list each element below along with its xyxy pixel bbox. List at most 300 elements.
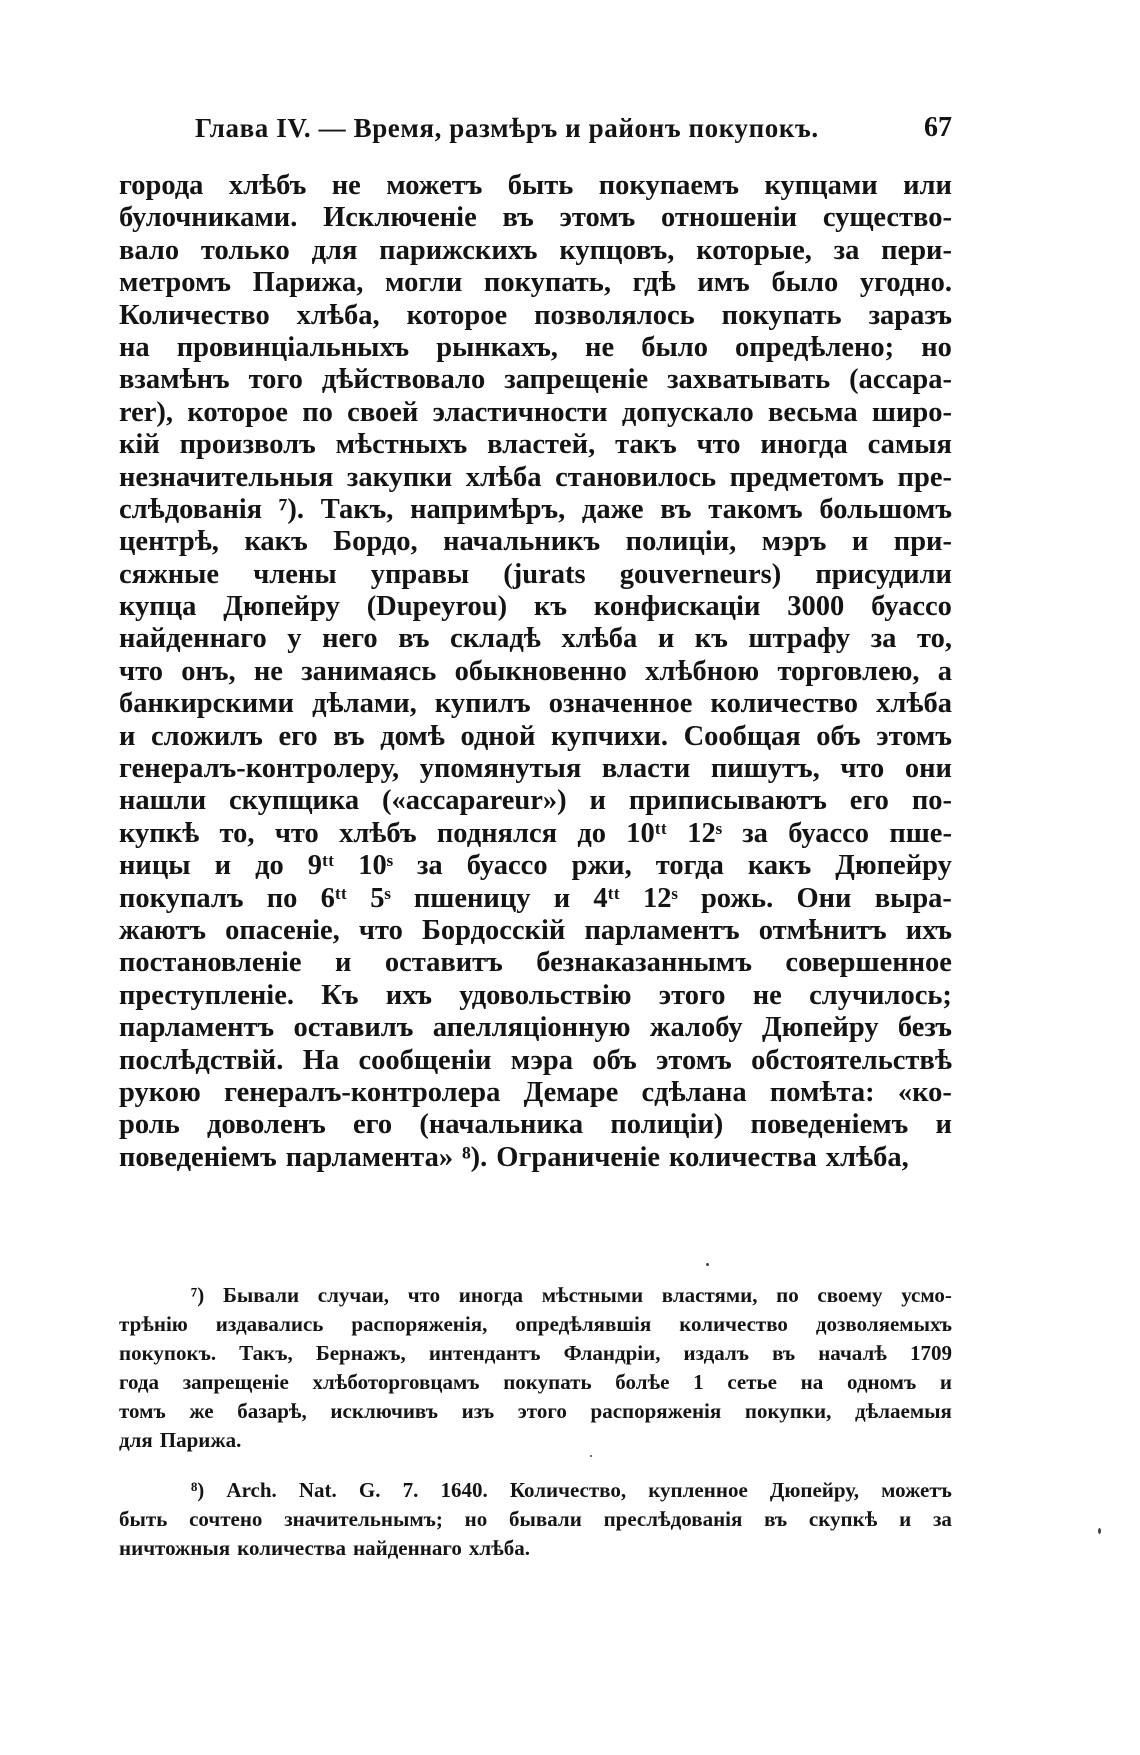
- word: этого: [658, 979, 726, 1011]
- word: такомъ: [708, 493, 803, 525]
- text-line: [119, 850, 952, 882]
- word: такъ: [615, 429, 677, 461]
- text-line: [119, 1077, 952, 1109]
- word: приписываютъ: [628, 785, 827, 817]
- word: не: [331, 170, 361, 201]
- word: трѣнію: [119, 1312, 188, 1336]
- word: угодно.: [859, 267, 952, 299]
- word: на: [119, 331, 150, 363]
- word: случилось;: [809, 979, 952, 1011]
- word: парламента»: [285, 1141, 454, 1173]
- word: своему: [817, 1283, 883, 1307]
- word: мэра: [510, 1044, 573, 1076]
- word: по-: [911, 785, 952, 817]
- word: большомъ: [819, 493, 952, 525]
- word: за: [932, 1507, 952, 1531]
- word: пишутъ,: [710, 753, 820, 785]
- text-line: [119, 1012, 952, 1044]
- word: ⁷).: [278, 493, 304, 525]
- word: ⁸): [191, 1478, 205, 1502]
- body-text: [119, 170, 952, 1174]
- word: купцовъ,: [559, 234, 675, 266]
- word: даже: [581, 493, 644, 525]
- word: сочтено: [189, 1507, 263, 1531]
- word: хлѣба,: [296, 299, 380, 331]
- word: широ-: [871, 396, 952, 428]
- word: покупки,: [744, 1399, 832, 1423]
- word: до: [577, 817, 606, 849]
- text-line: [119, 623, 952, 655]
- text-line: [119, 591, 952, 623]
- word: 12ˢ: [643, 882, 678, 914]
- word: заразъ: [868, 299, 952, 331]
- word: полиціи,: [625, 526, 737, 558]
- word: запрещеніе: [504, 364, 649, 396]
- text-line: [119, 300, 952, 332]
- word: хлѣбною: [645, 655, 760, 687]
- word: складѣ: [450, 623, 541, 655]
- word: могли: [385, 267, 463, 299]
- word: хлѣбъ: [339, 817, 417, 849]
- word: самыя: [867, 429, 952, 461]
- running-title: Глава IV. — Время, размѣръ и районъ покупокъ.: [195, 113, 819, 143]
- print-speck: [1098, 1528, 1101, 1534]
- word: удовольствію: [459, 979, 632, 1011]
- word: существо-: [822, 202, 952, 234]
- word: и: [589, 785, 606, 817]
- word: значительнымъ;: [284, 1507, 443, 1531]
- word: парламентъ: [119, 1012, 275, 1044]
- word: не: [253, 655, 283, 687]
- word: хлѣба: [561, 623, 638, 655]
- word: купилъ: [434, 688, 531, 720]
- word: что: [840, 753, 885, 785]
- word: но: [921, 331, 952, 363]
- text-line: [119, 267, 952, 299]
- word: дозволяемыхъ: [815, 1312, 952, 1336]
- word: иногда: [458, 1283, 524, 1307]
- word: Nat.: [298, 1478, 337, 1502]
- word: обстоятельствѣ: [751, 1044, 952, 1076]
- word: какъ: [244, 526, 308, 558]
- text-line: [119, 1045, 952, 1077]
- word: 10ᵗᵗ: [626, 817, 667, 849]
- word: ницы: [119, 850, 191, 882]
- word: поднялся: [436, 817, 558, 849]
- word: и: [334, 947, 352, 979]
- word: можетъ: [881, 1478, 952, 1502]
- word: 9ᵗᵗ: [307, 850, 335, 882]
- word: 12ˢ: [687, 817, 722, 849]
- text-line: [119, 202, 952, 234]
- word: можетъ: [386, 170, 483, 201]
- word: ничтожныя: [119, 1536, 231, 1560]
- word: напримѣръ,: [410, 493, 566, 525]
- word: парижскихъ: [379, 234, 538, 266]
- word: по: [266, 882, 298, 914]
- word: имъ: [697, 267, 750, 299]
- word: количество: [710, 688, 859, 720]
- text-line: [119, 1142, 952, 1174]
- word: къ: [694, 623, 728, 655]
- word: апелляціонную: [432, 1012, 631, 1044]
- word: и: [851, 526, 869, 558]
- word: и: [553, 882, 571, 914]
- word: количество: [679, 1312, 788, 1336]
- word: безъ: [897, 1012, 952, 1044]
- word: какъ: [747, 850, 812, 882]
- word: Бордосскій: [422, 914, 566, 946]
- word: которые,: [696, 234, 812, 266]
- footnote-line: [119, 1368, 952, 1397]
- page-number: 67: [924, 112, 952, 143]
- word: распоряженія: [590, 1399, 722, 1423]
- word: скупщика: [229, 785, 360, 817]
- word: или: [903, 170, 952, 201]
- word: генералъ-контролеру,: [119, 753, 400, 785]
- footnote-line: [119, 1281, 952, 1310]
- word: Ограниченіе: [496, 1141, 661, 1173]
- word: Arch.: [226, 1478, 277, 1502]
- word: его: [352, 1109, 393, 1141]
- word: при-: [893, 526, 952, 558]
- word: ⁷): [191, 1283, 205, 1307]
- word: опасеніе,: [225, 914, 340, 946]
- running-head: [195, 108, 952, 148]
- word: сложилъ: [151, 720, 263, 752]
- word: gouverneurs): [619, 558, 782, 590]
- word: Исключеніе: [323, 202, 477, 234]
- word: пшеницу: [413, 882, 531, 914]
- word: хлѣбъ: [228, 170, 307, 201]
- word: вало: [119, 234, 180, 266]
- word: позволялось: [534, 299, 695, 331]
- word: («accapareur»): [381, 785, 567, 817]
- word: члены: [253, 558, 337, 590]
- word: не: [752, 979, 782, 1011]
- word: но: [464, 1507, 488, 1531]
- footnote-line: [119, 1310, 952, 1339]
- word: поведеніемъ: [750, 1109, 909, 1141]
- word: онъ,: [181, 655, 236, 687]
- word: что: [407, 1283, 441, 1307]
- word: дѣлами,: [312, 688, 417, 720]
- word: по: [302, 396, 333, 428]
- word: управы: [370, 558, 470, 590]
- word: предметомъ: [729, 461, 884, 493]
- word: и: [899, 1507, 912, 1531]
- text-line: [119, 429, 952, 461]
- word: властей,: [487, 429, 596, 461]
- word: ржи,: [571, 850, 632, 882]
- word: присудили: [815, 558, 952, 590]
- word: усмо-: [901, 1283, 952, 1307]
- word: сетье: [727, 1370, 777, 1394]
- word: а: [937, 655, 952, 687]
- word: власти: [601, 753, 691, 785]
- word: и: [214, 850, 231, 882]
- word: допускало: [621, 396, 754, 428]
- word: за: [742, 817, 768, 849]
- text-line: [119, 656, 952, 688]
- word: начальникъ: [443, 526, 601, 558]
- text-line: [119, 494, 952, 526]
- word: (jurats: [503, 558, 586, 590]
- word: года: [119, 1370, 160, 1394]
- word: изъ: [461, 1399, 495, 1423]
- word: гдѣ: [632, 267, 676, 299]
- word: въ: [660, 493, 692, 525]
- text-line: [119, 462, 952, 494]
- footnote-8: [119, 1476, 952, 1563]
- word: оставитъ: [384, 947, 503, 979]
- word: въ: [764, 1507, 788, 1531]
- word: Количество,: [509, 1478, 627, 1502]
- word: покупаемъ: [598, 170, 740, 201]
- word: только: [200, 234, 290, 266]
- word: за: [833, 234, 860, 266]
- word: объ: [592, 1044, 637, 1076]
- word: и: [939, 1370, 952, 1394]
- word: покупать: [721, 299, 842, 331]
- footnote-line: [119, 1476, 952, 1505]
- footnote-line: [119, 1397, 952, 1426]
- text-line: [119, 785, 952, 817]
- word: роль: [119, 1109, 180, 1141]
- word: томъ: [119, 1399, 166, 1423]
- text-line: [119, 721, 952, 753]
- word: торговлею,: [777, 655, 920, 687]
- word: что: [358, 914, 403, 946]
- word: генералъ-контролера: [224, 1076, 501, 1108]
- word: безнаказаннымъ: [536, 947, 752, 979]
- word: мѣстныхъ: [335, 429, 468, 461]
- word: Количество: [119, 299, 270, 331]
- word: для: [119, 1428, 153, 1452]
- word: 1640.: [440, 1478, 488, 1502]
- text-line: [119, 818, 952, 850]
- word: того: [248, 364, 303, 396]
- word: эластичности: [432, 396, 608, 428]
- word: пше-: [889, 817, 952, 849]
- word: незначительныя: [119, 461, 334, 493]
- word: и: [657, 623, 675, 655]
- word: купкѣ: [119, 817, 200, 849]
- word: булочниками.: [119, 202, 298, 234]
- word: весьма: [768, 396, 858, 428]
- word: выра-: [874, 882, 952, 914]
- word: этого: [517, 1399, 567, 1423]
- word: дѣйствовало: [321, 364, 486, 396]
- word: этомъ: [559, 202, 636, 234]
- word: иногда: [760, 429, 848, 461]
- word: оставилъ: [293, 1012, 414, 1044]
- word: хлѣботорговцамъ: [312, 1370, 480, 1394]
- word: конфискаціи: [593, 591, 761, 623]
- footnote-line: [119, 1339, 952, 1368]
- word: началѣ: [818, 1341, 887, 1365]
- word: Парижа,: [252, 267, 364, 299]
- word: кій: [119, 429, 160, 461]
- text-line: [119, 688, 952, 720]
- word: поведеніемъ: [119, 1141, 277, 1173]
- word: сдѣлана: [641, 1076, 747, 1108]
- word: и: [119, 720, 136, 752]
- text-line: [119, 526, 952, 558]
- word: упомянутыя: [419, 753, 582, 785]
- word: 3000: [787, 591, 845, 623]
- word: у: [287, 623, 302, 655]
- footnote-gap: [119, 1455, 952, 1476]
- word: 1: [693, 1370, 704, 1394]
- word: въ: [502, 202, 534, 234]
- word: хлѣба,: [825, 1141, 909, 1173]
- word: и: [935, 1109, 952, 1141]
- word: издавались: [215, 1312, 324, 1336]
- word: покупать,: [483, 267, 611, 299]
- word: они: [904, 753, 952, 785]
- word: 6ᵗᵗ: [320, 882, 347, 914]
- text-line: [119, 883, 952, 915]
- word: опредѣлявшія: [515, 1312, 652, 1336]
- word: рынкахъ,: [436, 331, 558, 363]
- word: сообщеніи: [358, 1044, 492, 1076]
- word: жалобу: [649, 1012, 743, 1044]
- word: буассо: [466, 850, 548, 882]
- text-line: [119, 235, 952, 267]
- word: бывали: [509, 1507, 582, 1531]
- word: одномъ: [846, 1370, 917, 1394]
- text-line: [119, 397, 952, 429]
- word: жаютъ: [119, 914, 206, 946]
- word: 1709: [909, 1341, 952, 1365]
- word: G.: [358, 1478, 381, 1502]
- word: этомъ: [876, 720, 952, 752]
- word: Бернажъ,: [315, 1341, 406, 1365]
- text-line: [119, 170, 952, 202]
- text-line: [119, 332, 952, 364]
- word: найденнаго: [119, 623, 267, 655]
- footnote-line: [119, 1534, 952, 1563]
- word: дѣлаемыя: [855, 1399, 952, 1423]
- print-speck: [590, 1455, 592, 1457]
- word: было: [641, 331, 708, 363]
- word: которое: [406, 299, 508, 331]
- word: хлѣба: [876, 688, 952, 720]
- word: означенное: [548, 688, 693, 720]
- text-line: [119, 915, 952, 947]
- word: rer),: [119, 396, 174, 428]
- word: властями,: [661, 1283, 758, 1307]
- word: его: [278, 720, 318, 752]
- word: что: [119, 655, 163, 687]
- word: парламентъ: [584, 914, 740, 946]
- word: до: [255, 850, 284, 882]
- word: которое: [187, 396, 288, 428]
- word: доволенъ: [207, 1109, 326, 1141]
- word: Бордо,: [333, 526, 418, 558]
- word: Фландріи,: [563, 1341, 661, 1365]
- word: то,: [916, 623, 952, 655]
- word: сяжные: [119, 558, 220, 590]
- word: 7.: [402, 1478, 419, 1502]
- word: послѣдствій.: [119, 1044, 284, 1076]
- word: буассо: [788, 817, 870, 849]
- word: купца: [119, 591, 197, 623]
- word: одной: [460, 720, 536, 752]
- word: Сообщая: [683, 720, 801, 752]
- word: распоряженія,: [351, 1312, 488, 1336]
- word: Они: [796, 882, 852, 914]
- footnote-line: [119, 1505, 952, 1534]
- word: быть: [507, 170, 574, 201]
- word: ⁸).: [462, 1141, 488, 1173]
- word: Дюпейру,: [769, 1478, 859, 1502]
- word: нашли: [119, 785, 207, 817]
- word: на: [800, 1370, 824, 1394]
- print-speck: [706, 1263, 709, 1266]
- word: захватывать: [667, 364, 831, 396]
- word: Дюпейру: [761, 1012, 879, 1044]
- word: тогда: [655, 850, 724, 882]
- word: отношеніи: [661, 202, 798, 234]
- word: Демаре: [523, 1076, 619, 1108]
- word: хлѣба: [465, 461, 542, 493]
- text-line: [119, 1109, 952, 1141]
- word: покупалъ: [119, 882, 244, 914]
- word: же: [189, 1399, 214, 1423]
- word: преслѣдованія: [603, 1507, 743, 1531]
- word: опредѣлено;: [735, 331, 895, 363]
- word: купцами: [764, 170, 878, 201]
- word: пери-: [881, 234, 952, 266]
- word: своей: [347, 396, 419, 428]
- word: исключивъ: [330, 1399, 438, 1423]
- word: что: [274, 817, 319, 849]
- word: взамѣнъ: [119, 364, 230, 396]
- word: издалъ: [683, 1341, 750, 1365]
- word: занимаясь: [301, 655, 437, 687]
- word: (accapa-: [849, 364, 952, 396]
- word: за: [416, 850, 443, 882]
- word: домѣ: [380, 720, 445, 752]
- word: буассо: [871, 591, 952, 623]
- text-line: [119, 753, 952, 785]
- word: хлѣба.: [468, 1536, 530, 1560]
- word: Парижа.: [159, 1428, 242, 1452]
- word: мэръ: [761, 526, 827, 558]
- word: болѣе: [615, 1370, 670, 1394]
- word: купленное: [648, 1478, 748, 1502]
- word: этомъ: [656, 1044, 732, 1076]
- word: На: [302, 1044, 340, 1076]
- word: закупки: [346, 461, 453, 493]
- word: слѣдованія: [119, 493, 263, 525]
- text-line: [119, 559, 952, 591]
- word: (начальника: [419, 1109, 584, 1141]
- word: Такъ,: [239, 1341, 293, 1365]
- word: отмѣнитъ: [758, 914, 887, 946]
- word: Дюпейру: [223, 591, 340, 623]
- word: помѣта:: [769, 1076, 875, 1108]
- word: въ: [772, 1341, 796, 1365]
- word: 4ᵗᵗ: [593, 882, 620, 914]
- word: найденнаго: [352, 1536, 462, 1560]
- word: быть: [119, 1507, 168, 1531]
- word: его: [849, 785, 889, 817]
- word: было: [771, 267, 839, 299]
- word: мѣстными: [541, 1283, 644, 1307]
